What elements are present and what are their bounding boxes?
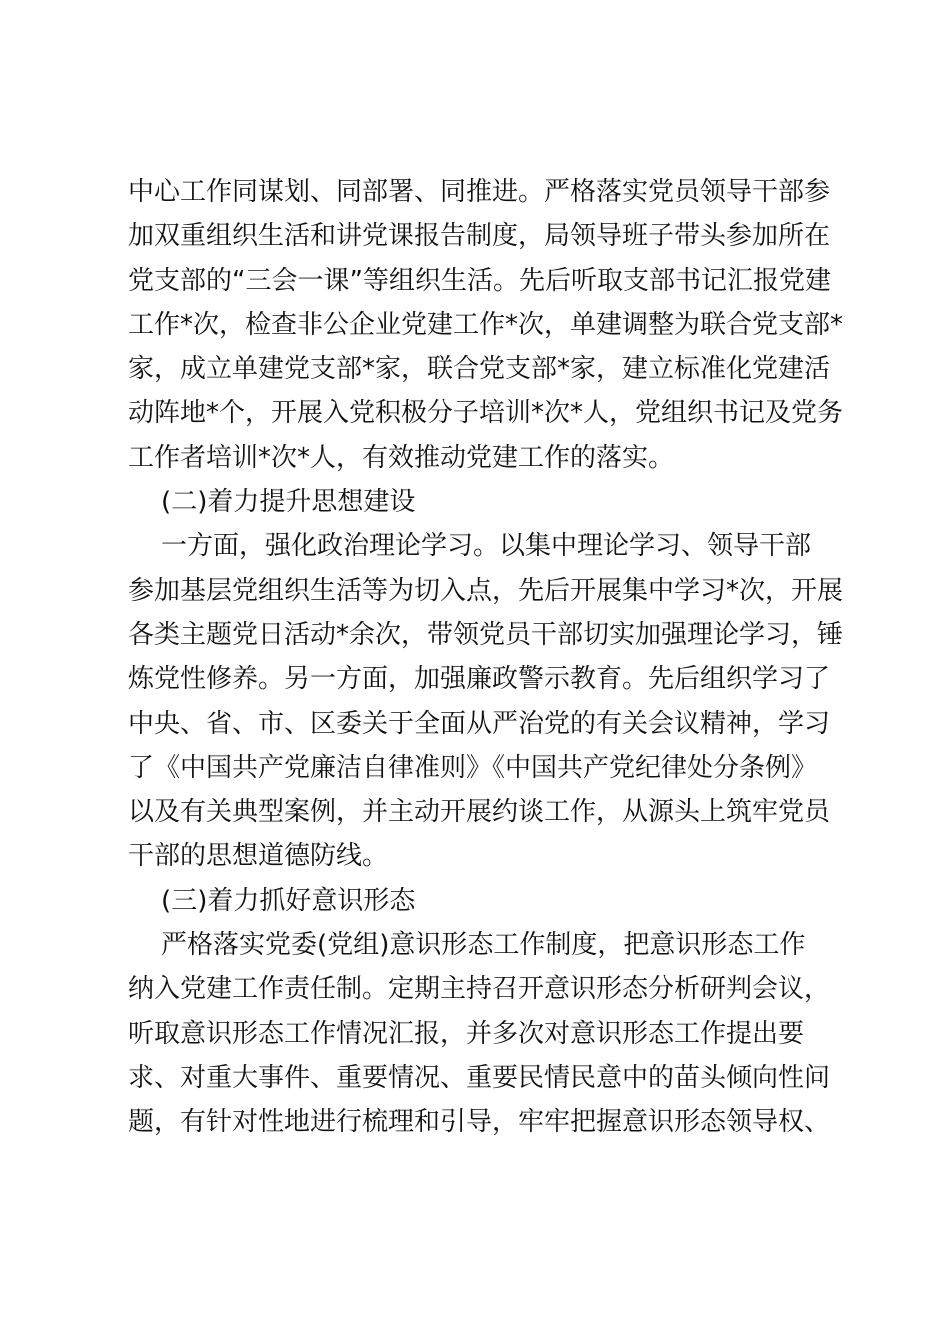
text-line: 一方面，强化政治理论学习。以集中理论学习、领导干部 <box>128 531 812 562</box>
text-line: 加双重组织生活和讲党课报告制度，局领导班子带头参加所在 <box>128 221 831 252</box>
section-heading: (三)着力抓好意识形态 <box>128 885 416 916</box>
text-line: 求、对重大事件、重要情况、重要民情民意中的苗头倾向性问 <box>128 1062 831 1093</box>
text-line: 动阵地*个，开展入党积极分子培训*次*人，党组织书记及党务 <box>128 398 844 429</box>
text-line: 题，有针对性地进行梳理和引导，牢牢把握意识形态领导权、 <box>128 1107 831 1138</box>
text-line: 各类主题党日活动*余次，带领党员干部切实加强理论学习，锤 <box>128 619 844 650</box>
text-line: 纳入党建工作责任制。定期主持召开意识形态分析研判会议， <box>128 974 831 1005</box>
text-line: 了《中国共产党廉洁自律准则》《中国共产党纪律处分条例》 <box>128 752 818 783</box>
text-line: 中心工作同谋划、同部署、同推进。严格落实党员领导干部参 <box>128 177 831 207</box>
text-line: 工作者培训*次*人，有效推动党建工作的落实。 <box>128 442 675 473</box>
text-line: 干部的思想道德防线。 <box>128 841 389 872</box>
text-line: 听取意识形态工作情况汇报，并多次对意识形态工作提出要 <box>128 1018 805 1049</box>
text-line: 工作*次，检查非公企业党建工作*次，单建调整为联合党支部* <box>128 309 844 340</box>
text-line: 参加基层党组织生活等为切入点，先后开展集中学习*次，开展 <box>128 575 844 606</box>
text-line: 以及有关典型案例，并主动开展约谈工作，从源头上筑牢党员 <box>128 797 831 828</box>
text-line: 严格落实党委(党组)意识形态工作制度，把意识形态工作 <box>128 930 806 961</box>
text-line: 党支部的“三会一课”等组织生活。先后听取支部书记汇报党建 <box>128 265 831 296</box>
document-body <box>128 170 848 1145</box>
text-line: 家，成立单建党支部*家，联合党支部*家，建立标准化党建活 <box>128 354 831 385</box>
text-line: 中央、省、市、区委关于全面从严治党的有关会议精神，学习 <box>128 708 831 739</box>
section-heading: (二)着力提升思想建设 <box>128 487 416 518</box>
text-line: 炼党性修养。另一方面，加强廉政警示教育。先后组织学习了 <box>128 664 831 695</box>
